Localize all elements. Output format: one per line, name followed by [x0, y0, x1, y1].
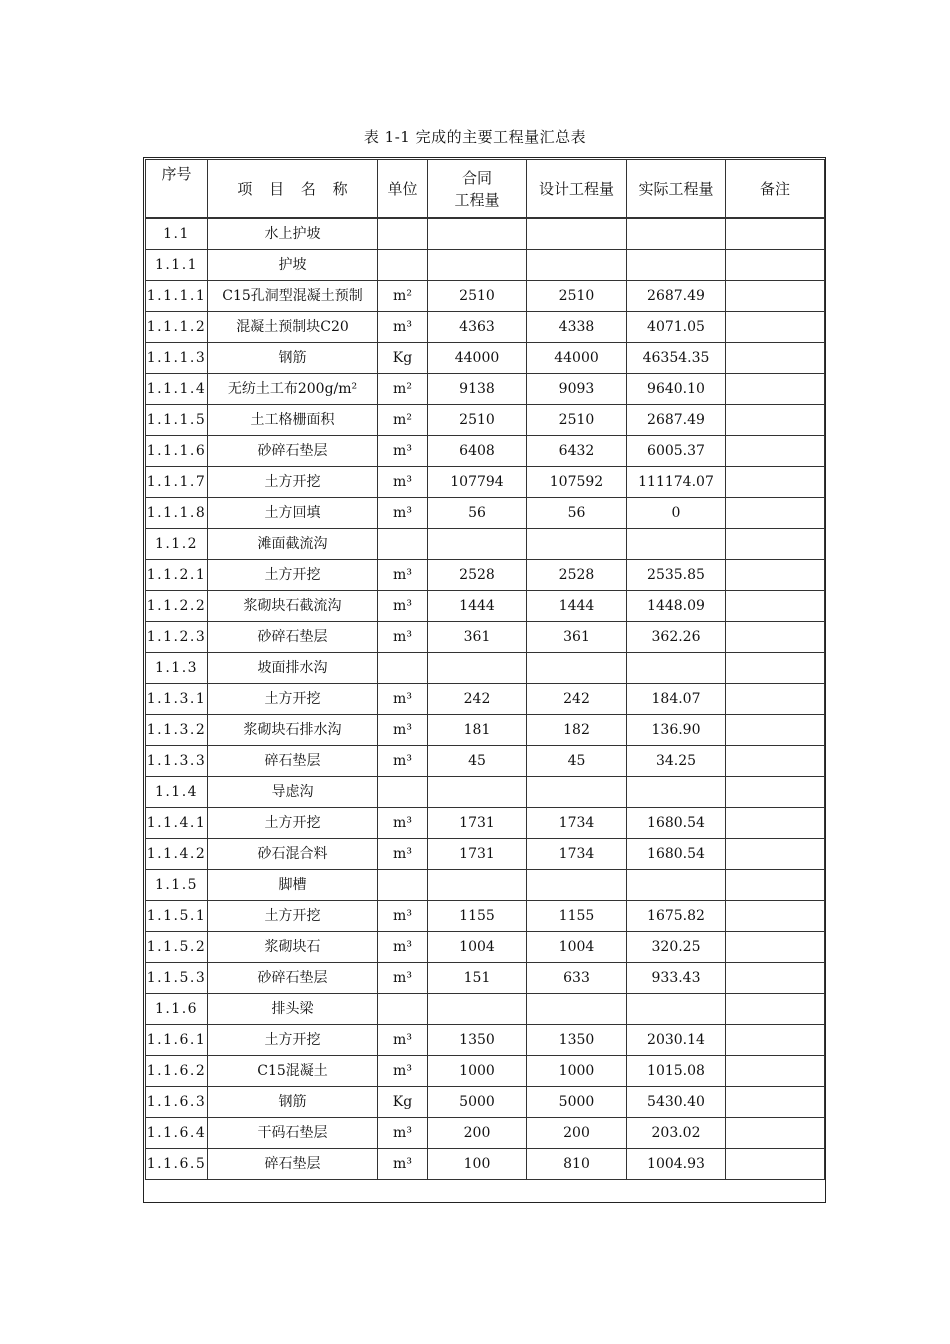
row-contract-quantity: 151: [428, 963, 527, 994]
table-row: [146, 653, 825, 684]
row-contract-quantity: 100: [428, 1149, 527, 1180]
row-contract-quantity: 2510: [428, 405, 527, 436]
row-contract-quantity: 1155: [428, 901, 527, 932]
row-seq: 1.1.5.1: [146, 901, 208, 932]
row-actual-quantity: 34.25: [627, 746, 726, 777]
row-actual-quantity: 111174.07: [627, 467, 726, 498]
row-remark: [726, 250, 825, 281]
row-actual-quantity: [627, 870, 726, 901]
row-name: 干码石垫层: [208, 1118, 378, 1149]
row-design-quantity: 56: [527, 498, 627, 529]
row-remark: [726, 1087, 825, 1118]
row-design-quantity: [527, 218, 627, 250]
row-seq: 1.1.3: [146, 653, 208, 684]
table-row: [146, 560, 825, 591]
row-design-quantity: 2510: [527, 281, 627, 312]
row-unit: [378, 994, 428, 1025]
row-name: C15孔洞型混凝土预制: [208, 281, 378, 312]
row-unit: [378, 250, 428, 281]
row-design-quantity: 1000: [527, 1056, 627, 1087]
row-actual-quantity: 9640.10: [627, 374, 726, 405]
row-actual-quantity: 0: [627, 498, 726, 529]
row-seq: 1.1.6.4: [146, 1118, 208, 1149]
row-actual-quantity: [627, 529, 726, 560]
row-contract-quantity: 107794: [428, 467, 527, 498]
row-remark: [726, 870, 825, 901]
row-actual-quantity: 2687.49: [627, 405, 726, 436]
table-row: [146, 1149, 825, 1180]
row-actual-quantity: [627, 218, 726, 250]
row-unit: m³: [378, 436, 428, 467]
row-remark: [726, 684, 825, 715]
row-seq: 1.1.6.2: [146, 1056, 208, 1087]
row-actual-quantity: 1680.54: [627, 839, 726, 870]
row-remark: [726, 963, 825, 994]
row-actual-quantity: 184.07: [627, 684, 726, 715]
row-design-quantity: [527, 870, 627, 901]
row-contract-quantity: 2510: [428, 281, 527, 312]
row-contract-quantity: [428, 994, 527, 1025]
row-seq: 1.1.1.7: [146, 467, 208, 498]
row-unit: [378, 870, 428, 901]
row-name: 水上护坡: [208, 218, 378, 250]
row-seq: 1.1.5.3: [146, 963, 208, 994]
row-seq: 1.1.1.4: [146, 374, 208, 405]
row-name: 混凝土预制块C20: [208, 312, 378, 343]
row-design-quantity: 810: [527, 1149, 627, 1180]
table-row: [146, 808, 825, 839]
row-seq: 1.1.6.3: [146, 1087, 208, 1118]
row-unit: m²: [378, 281, 428, 312]
row-unit: m³: [378, 591, 428, 622]
row-design-quantity: 1350: [527, 1025, 627, 1056]
row-name: 土方开挖: [208, 560, 378, 591]
row-remark: [726, 622, 825, 653]
row-name: 钢筋: [208, 1087, 378, 1118]
row-unit: m³: [378, 1025, 428, 1056]
row-contract-quantity: 1000: [428, 1056, 527, 1087]
row-unit: m³: [378, 1149, 428, 1180]
row-seq: 1.1.2.3: [146, 622, 208, 653]
row-name: 滩面截流沟: [208, 529, 378, 560]
header-name-label: 项 目 名 称: [237, 179, 348, 198]
row-name: 导虑沟: [208, 777, 378, 808]
row-seq: 1.1.2.1: [146, 560, 208, 591]
row-contract-quantity: 4363: [428, 312, 527, 343]
row-unit: [378, 529, 428, 560]
table-title: 表 1-1 完成的主要工程量汇总表: [363, 128, 587, 146]
row-contract-quantity: [428, 870, 527, 901]
row-actual-quantity: 1680.54: [627, 808, 726, 839]
row-remark: [726, 1025, 825, 1056]
row-unit: m³: [378, 312, 428, 343]
row-seq: 1.1.4.2: [146, 839, 208, 870]
row-name: 土工格栅面积: [208, 405, 378, 436]
header-contract: [428, 160, 527, 219]
row-seq: 1.1.2: [146, 529, 208, 560]
row-remark: [726, 405, 825, 436]
row-contract-quantity: 6408: [428, 436, 527, 467]
row-seq: 1.1.1.5: [146, 405, 208, 436]
header-seq: 序号: [146, 160, 208, 219]
table-row: [146, 715, 825, 746]
row-contract-quantity: 44000: [428, 343, 527, 374]
row-name: 钢筋: [208, 343, 378, 374]
table-row: [146, 250, 825, 281]
row-design-quantity: 1155: [527, 901, 627, 932]
row-actual-quantity: 46354.35: [627, 343, 726, 374]
table-row: [146, 963, 825, 994]
row-remark: [726, 374, 825, 405]
row-unit: [378, 653, 428, 684]
row-seq: 1.1.3.2: [146, 715, 208, 746]
table-row: [146, 436, 825, 467]
table-row: [146, 529, 825, 560]
row-remark: [726, 715, 825, 746]
table-row: [146, 901, 825, 932]
row-seq: 1.1.5: [146, 870, 208, 901]
row-name: 碎石垫层: [208, 1149, 378, 1180]
row-name: 无纺土工布200g/m²: [208, 374, 378, 405]
header-actual: 实际工程量: [627, 160, 726, 219]
row-unit: m³: [378, 622, 428, 653]
row-seq: 1.1.6: [146, 994, 208, 1025]
row-name: 土方开挖: [208, 901, 378, 932]
table-row: [146, 405, 825, 436]
row-design-quantity: 4338: [527, 312, 627, 343]
row-actual-quantity: 1004.93: [627, 1149, 726, 1180]
row-remark: [726, 529, 825, 560]
row-contract-quantity: [428, 653, 527, 684]
row-remark: [726, 777, 825, 808]
row-contract-quantity: 242: [428, 684, 527, 715]
row-name: 浆砌块石截流沟: [208, 591, 378, 622]
row-seq: 1.1.2.2: [146, 591, 208, 622]
header-name: [208, 160, 378, 219]
row-remark: [726, 343, 825, 374]
row-design-quantity: [527, 653, 627, 684]
table-row: [146, 312, 825, 343]
row-remark: [726, 312, 825, 343]
row-seq: 1.1.3.3: [146, 746, 208, 777]
row-design-quantity: 107592: [527, 467, 627, 498]
row-unit: m³: [378, 1056, 428, 1087]
row-contract-quantity: [428, 218, 527, 250]
row-unit: m³: [378, 839, 428, 870]
row-actual-quantity: 320.25: [627, 932, 726, 963]
row-remark: [726, 653, 825, 684]
row-actual-quantity: [627, 994, 726, 1025]
row-name: 护坡: [208, 250, 378, 281]
row-seq: 1.1.1.8: [146, 498, 208, 529]
row-unit: [378, 218, 428, 250]
row-actual-quantity: [627, 777, 726, 808]
row-remark: [726, 1118, 825, 1149]
row-unit: m³: [378, 932, 428, 963]
row-name: 浆砌块石排水沟: [208, 715, 378, 746]
table-row: [146, 1025, 825, 1056]
table-row: [146, 218, 825, 250]
row-design-quantity: 1444: [527, 591, 627, 622]
row-remark: [726, 591, 825, 622]
row-design-quantity: 9093: [527, 374, 627, 405]
row-name: 土方回填: [208, 498, 378, 529]
row-contract-quantity: 56: [428, 498, 527, 529]
row-unit: m²: [378, 374, 428, 405]
row-design-quantity: 6432: [527, 436, 627, 467]
row-name: 砂石混合料: [208, 839, 378, 870]
row-unit: m³: [378, 560, 428, 591]
row-name: 砂碎石垫层: [208, 436, 378, 467]
row-seq: 1.1.1.3: [146, 343, 208, 374]
table-row: [146, 498, 825, 529]
table-row: [146, 746, 825, 777]
header-remark: 备注: [726, 160, 825, 219]
row-seq: 1.1.1.2: [146, 312, 208, 343]
row-actual-quantity: 4071.05: [627, 312, 726, 343]
row-contract-quantity: 1731: [428, 839, 527, 870]
row-contract-quantity: 45: [428, 746, 527, 777]
table-row: [146, 1056, 825, 1087]
header-unit: 单位: [378, 160, 428, 219]
row-remark: [726, 467, 825, 498]
row-actual-quantity: 1675.82: [627, 901, 726, 932]
table-row: [146, 777, 825, 808]
row-actual-quantity: [627, 653, 726, 684]
row-seq: 1.1.3.1: [146, 684, 208, 715]
row-unit: Kg: [378, 343, 428, 374]
row-seq: 1.1.5.2: [146, 932, 208, 963]
row-unit: m³: [378, 684, 428, 715]
row-actual-quantity: 203.02: [627, 1118, 726, 1149]
row-design-quantity: 633: [527, 963, 627, 994]
row-design-quantity: [527, 529, 627, 560]
row-unit: Kg: [378, 1087, 428, 1118]
row-contract-quantity: 1350: [428, 1025, 527, 1056]
table-row: [146, 343, 825, 374]
row-contract-quantity: 1004: [428, 932, 527, 963]
row-name: 砂碎石垫层: [208, 963, 378, 994]
row-design-quantity: 182: [527, 715, 627, 746]
row-contract-quantity: 1444: [428, 591, 527, 622]
header-row: [146, 160, 825, 219]
row-actual-quantity: 1448.09: [627, 591, 726, 622]
row-unit: m³: [378, 746, 428, 777]
row-remark: [726, 839, 825, 870]
quantity-summary-table: [145, 159, 825, 1180]
row-name: 土方开挖: [208, 684, 378, 715]
row-actual-quantity: 136.90: [627, 715, 726, 746]
row-name: 脚槽: [208, 870, 378, 901]
row-actual-quantity: 1015.08: [627, 1056, 726, 1087]
row-remark: [726, 1149, 825, 1180]
row-seq: 1.1.1.6: [146, 436, 208, 467]
row-unit: [378, 777, 428, 808]
row-design-quantity: 44000: [527, 343, 627, 374]
row-unit: m³: [378, 901, 428, 932]
row-actual-quantity: [627, 250, 726, 281]
row-name: 砂碎石垫层: [208, 622, 378, 653]
row-name: 土方开挖: [208, 467, 378, 498]
row-unit: m³: [378, 715, 428, 746]
row-contract-quantity: 9138: [428, 374, 527, 405]
row-contract-quantity: 2528: [428, 560, 527, 591]
table-row: [146, 467, 825, 498]
table-row: [146, 994, 825, 1025]
row-unit: m³: [378, 467, 428, 498]
table-row: [146, 1118, 825, 1149]
row-remark: [726, 560, 825, 591]
row-remark: [726, 994, 825, 1025]
table-row: [146, 1087, 825, 1118]
row-actual-quantity: 933.43: [627, 963, 726, 994]
row-design-quantity: 1734: [527, 839, 627, 870]
row-unit: m³: [378, 498, 428, 529]
row-unit: m³: [378, 963, 428, 994]
table-row: [146, 684, 825, 715]
row-contract-quantity: [428, 777, 527, 808]
row-name: 坡面排水沟: [208, 653, 378, 684]
row-actual-quantity: 2030.14: [627, 1025, 726, 1056]
row-contract-quantity: 200: [428, 1118, 527, 1149]
row-actual-quantity: 2687.49: [627, 281, 726, 312]
row-design-quantity: 1004: [527, 932, 627, 963]
row-remark: [726, 281, 825, 312]
row-actual-quantity: 5430.40: [627, 1087, 726, 1118]
row-seq: 1.1.1: [146, 250, 208, 281]
row-remark: [726, 808, 825, 839]
row-contract-quantity: [428, 529, 527, 560]
row-seq: 1.1.1.1: [146, 281, 208, 312]
row-contract-quantity: 1731: [428, 808, 527, 839]
row-remark: [726, 498, 825, 529]
row-remark: [726, 436, 825, 467]
row-actual-quantity: 2535.85: [627, 560, 726, 591]
table-row: [146, 374, 825, 405]
row-seq: 1.1.6.5: [146, 1149, 208, 1180]
row-contract-quantity: 181: [428, 715, 527, 746]
row-seq: 1.1.4: [146, 777, 208, 808]
row-design-quantity: 2528: [527, 560, 627, 591]
row-remark: [726, 1056, 825, 1087]
row-remark: [726, 218, 825, 250]
row-contract-quantity: 5000: [428, 1087, 527, 1118]
row-remark: [726, 932, 825, 963]
row-name: C15混凝土: [208, 1056, 378, 1087]
row-seq: 1.1: [146, 218, 208, 250]
row-remark: [726, 901, 825, 932]
header-contract-line1: 合同: [461, 168, 492, 187]
table-row: [146, 281, 825, 312]
row-name: 排头梁: [208, 994, 378, 1025]
row-contract-quantity: [428, 250, 527, 281]
row-design-quantity: 361: [527, 622, 627, 653]
row-actual-quantity: 6005.37: [627, 436, 726, 467]
row-design-quantity: [527, 777, 627, 808]
row-design-quantity: 1734: [527, 808, 627, 839]
row-name: 土方开挖: [208, 1025, 378, 1056]
row-unit: m²: [378, 405, 428, 436]
row-remark: [726, 746, 825, 777]
row-design-quantity: 45: [527, 746, 627, 777]
table-row: [146, 591, 825, 622]
row-design-quantity: 2510: [527, 405, 627, 436]
row-design-quantity: 5000: [527, 1087, 627, 1118]
row-name: 土方开挖: [208, 808, 378, 839]
table-row: [146, 839, 825, 870]
row-design-quantity: 200: [527, 1118, 627, 1149]
row-design-quantity: [527, 250, 627, 281]
row-name: 浆砌块石: [208, 932, 378, 963]
row-unit: m³: [378, 808, 428, 839]
row-seq: 1.1.4.1: [146, 808, 208, 839]
table-row: [146, 870, 825, 901]
row-name: 碎石垫层: [208, 746, 378, 777]
row-design-quantity: 242: [527, 684, 627, 715]
table-row: [146, 622, 825, 653]
row-actual-quantity: 362.26: [627, 622, 726, 653]
row-seq: 1.1.6.1: [146, 1025, 208, 1056]
table-row: [146, 932, 825, 963]
header-contract-line2: 工程量: [454, 190, 500, 209]
row-contract-quantity: 361: [428, 622, 527, 653]
header-design: 设计工程量: [527, 160, 627, 219]
row-unit: m³: [378, 1118, 428, 1149]
row-design-quantity: [527, 994, 627, 1025]
